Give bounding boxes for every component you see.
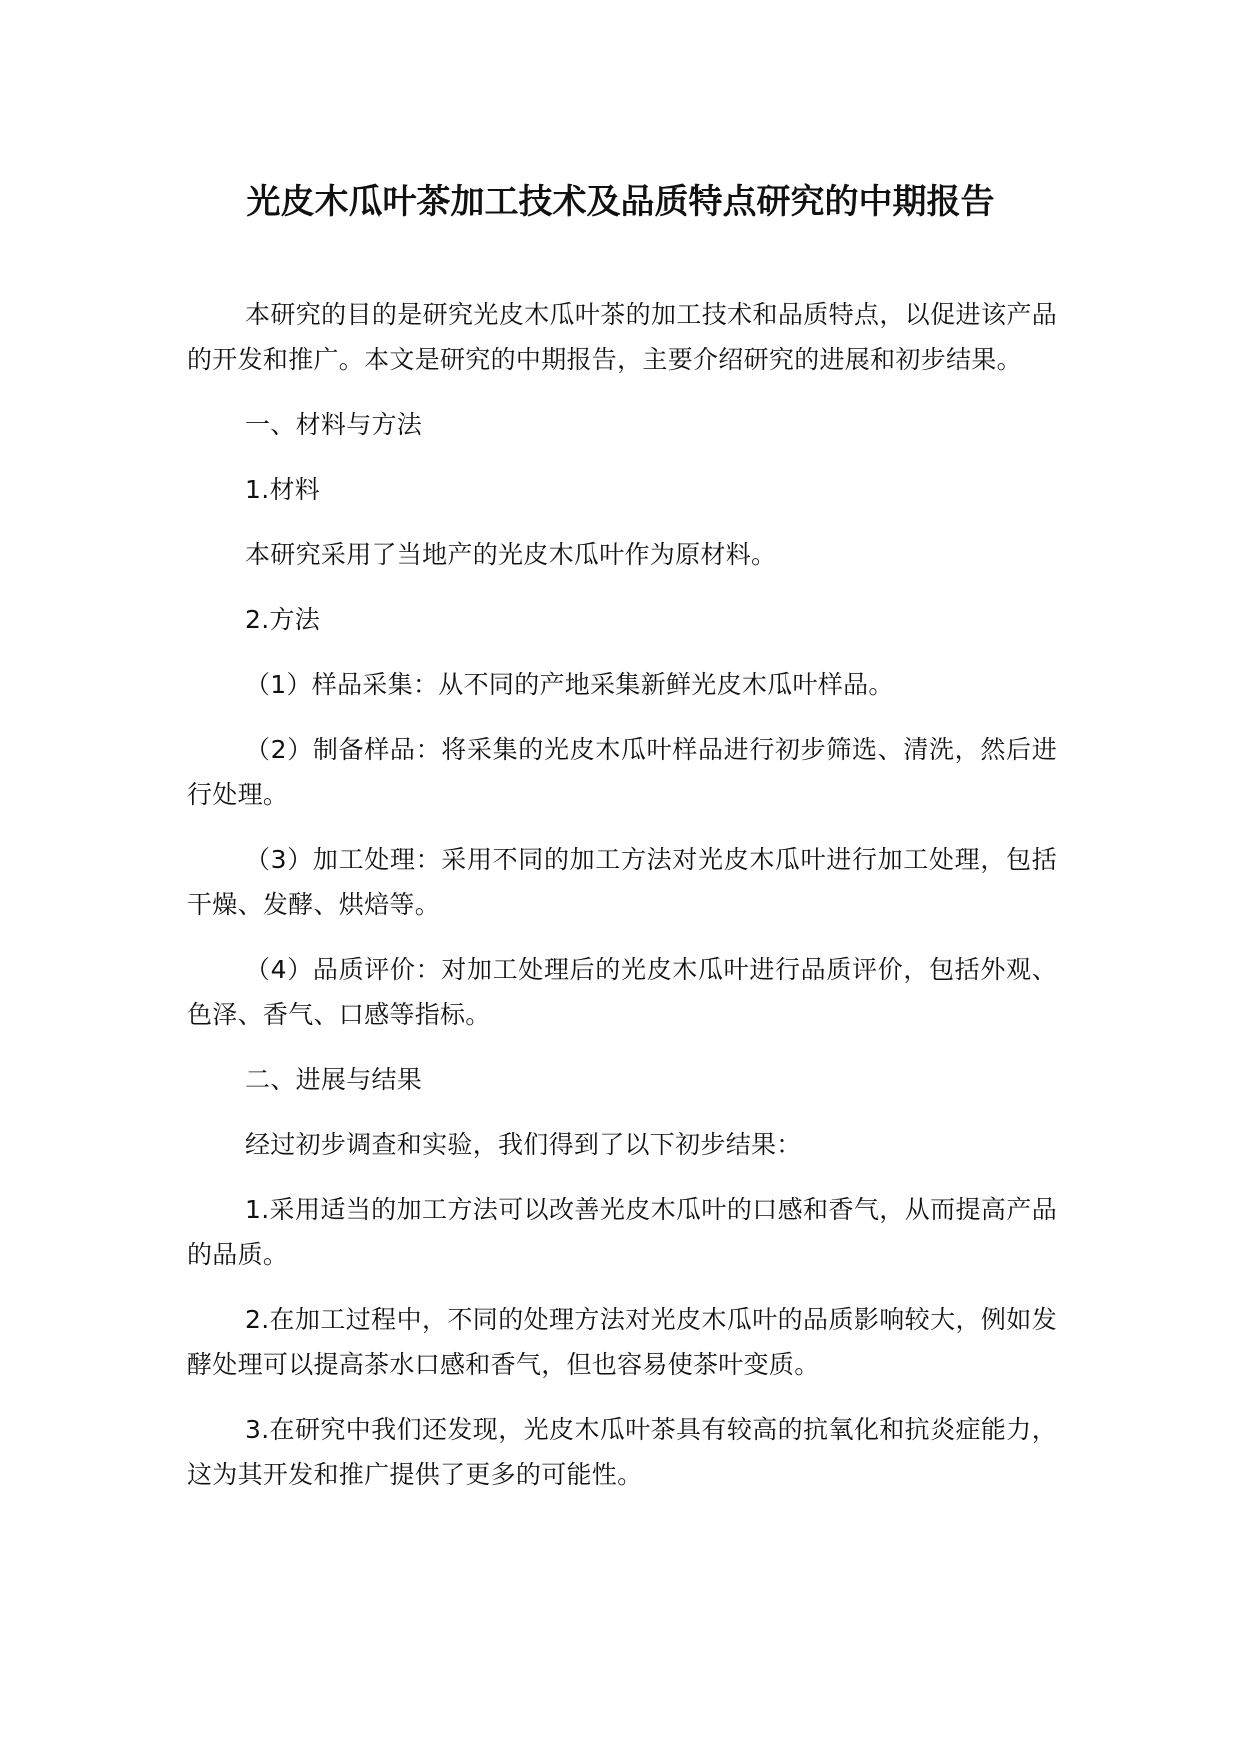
document-title: 光皮木瓜叶茶加工技术及品质特点研究的中期报告 (246, 182, 995, 222)
result-item-2: 2.在加工过程中，不同的处理方法对光皮木瓜叶的品质影响较大，例如发酵处理可以提高茶水口感和香气，但也容易使茶叶变质。 (187, 1305, 1057, 1379)
heading-progress-results: 二、进展与结果 (245, 1065, 423, 1094)
document-body (187, 292, 1057, 1517)
paragraph-intro: 本研究的目的是研究光皮木瓜叶茶的加工技术和品质特点，以促进该产品的开发和推广。本文是研究的中期报告，主要介绍研究的进展和初步结果。 (187, 300, 1057, 374)
method-item-1: （1）样品采集：从不同的产地采集新鲜光皮木瓜叶样品。 (245, 670, 894, 699)
result-item-3: 3.在研究中我们还发现，光皮木瓜叶茶具有较高的抗氧化和抗炎症能力，这为其开发和推广提供了更多的可能性。 (187, 1415, 1057, 1489)
method-item-4: （4）品质评价：对加工处理后的光皮木瓜叶进行品质评价，包括外观、色泽、香气、口感等指标。 (187, 955, 1057, 1029)
paragraph-results-intro: 经过初步调查和实验，我们得到了以下初步结果： (245, 1130, 802, 1159)
subheading-materials: 1.材料 (245, 475, 321, 504)
result-item-1: 1.采用适当的加工方法可以改善光皮木瓜叶的口感和香气，从而提高产品的品质。 (187, 1195, 1057, 1269)
paragraph-materials: 本研究采用了当地产的光皮木瓜叶作为原材料。 (245, 540, 777, 569)
method-item-2: （2）制备样品：将采集的光皮木瓜叶样品进行初步筛选、清洗，然后进行处理。 (187, 735, 1057, 809)
subheading-methods: 2.方法 (245, 605, 321, 634)
method-item-3: （3）加工处理：采用不同的加工方法对光皮木瓜叶进行加工处理，包括干燥、发酵、烘焙等。 (187, 845, 1057, 919)
heading-materials-methods: 一、材料与方法 (245, 410, 423, 439)
